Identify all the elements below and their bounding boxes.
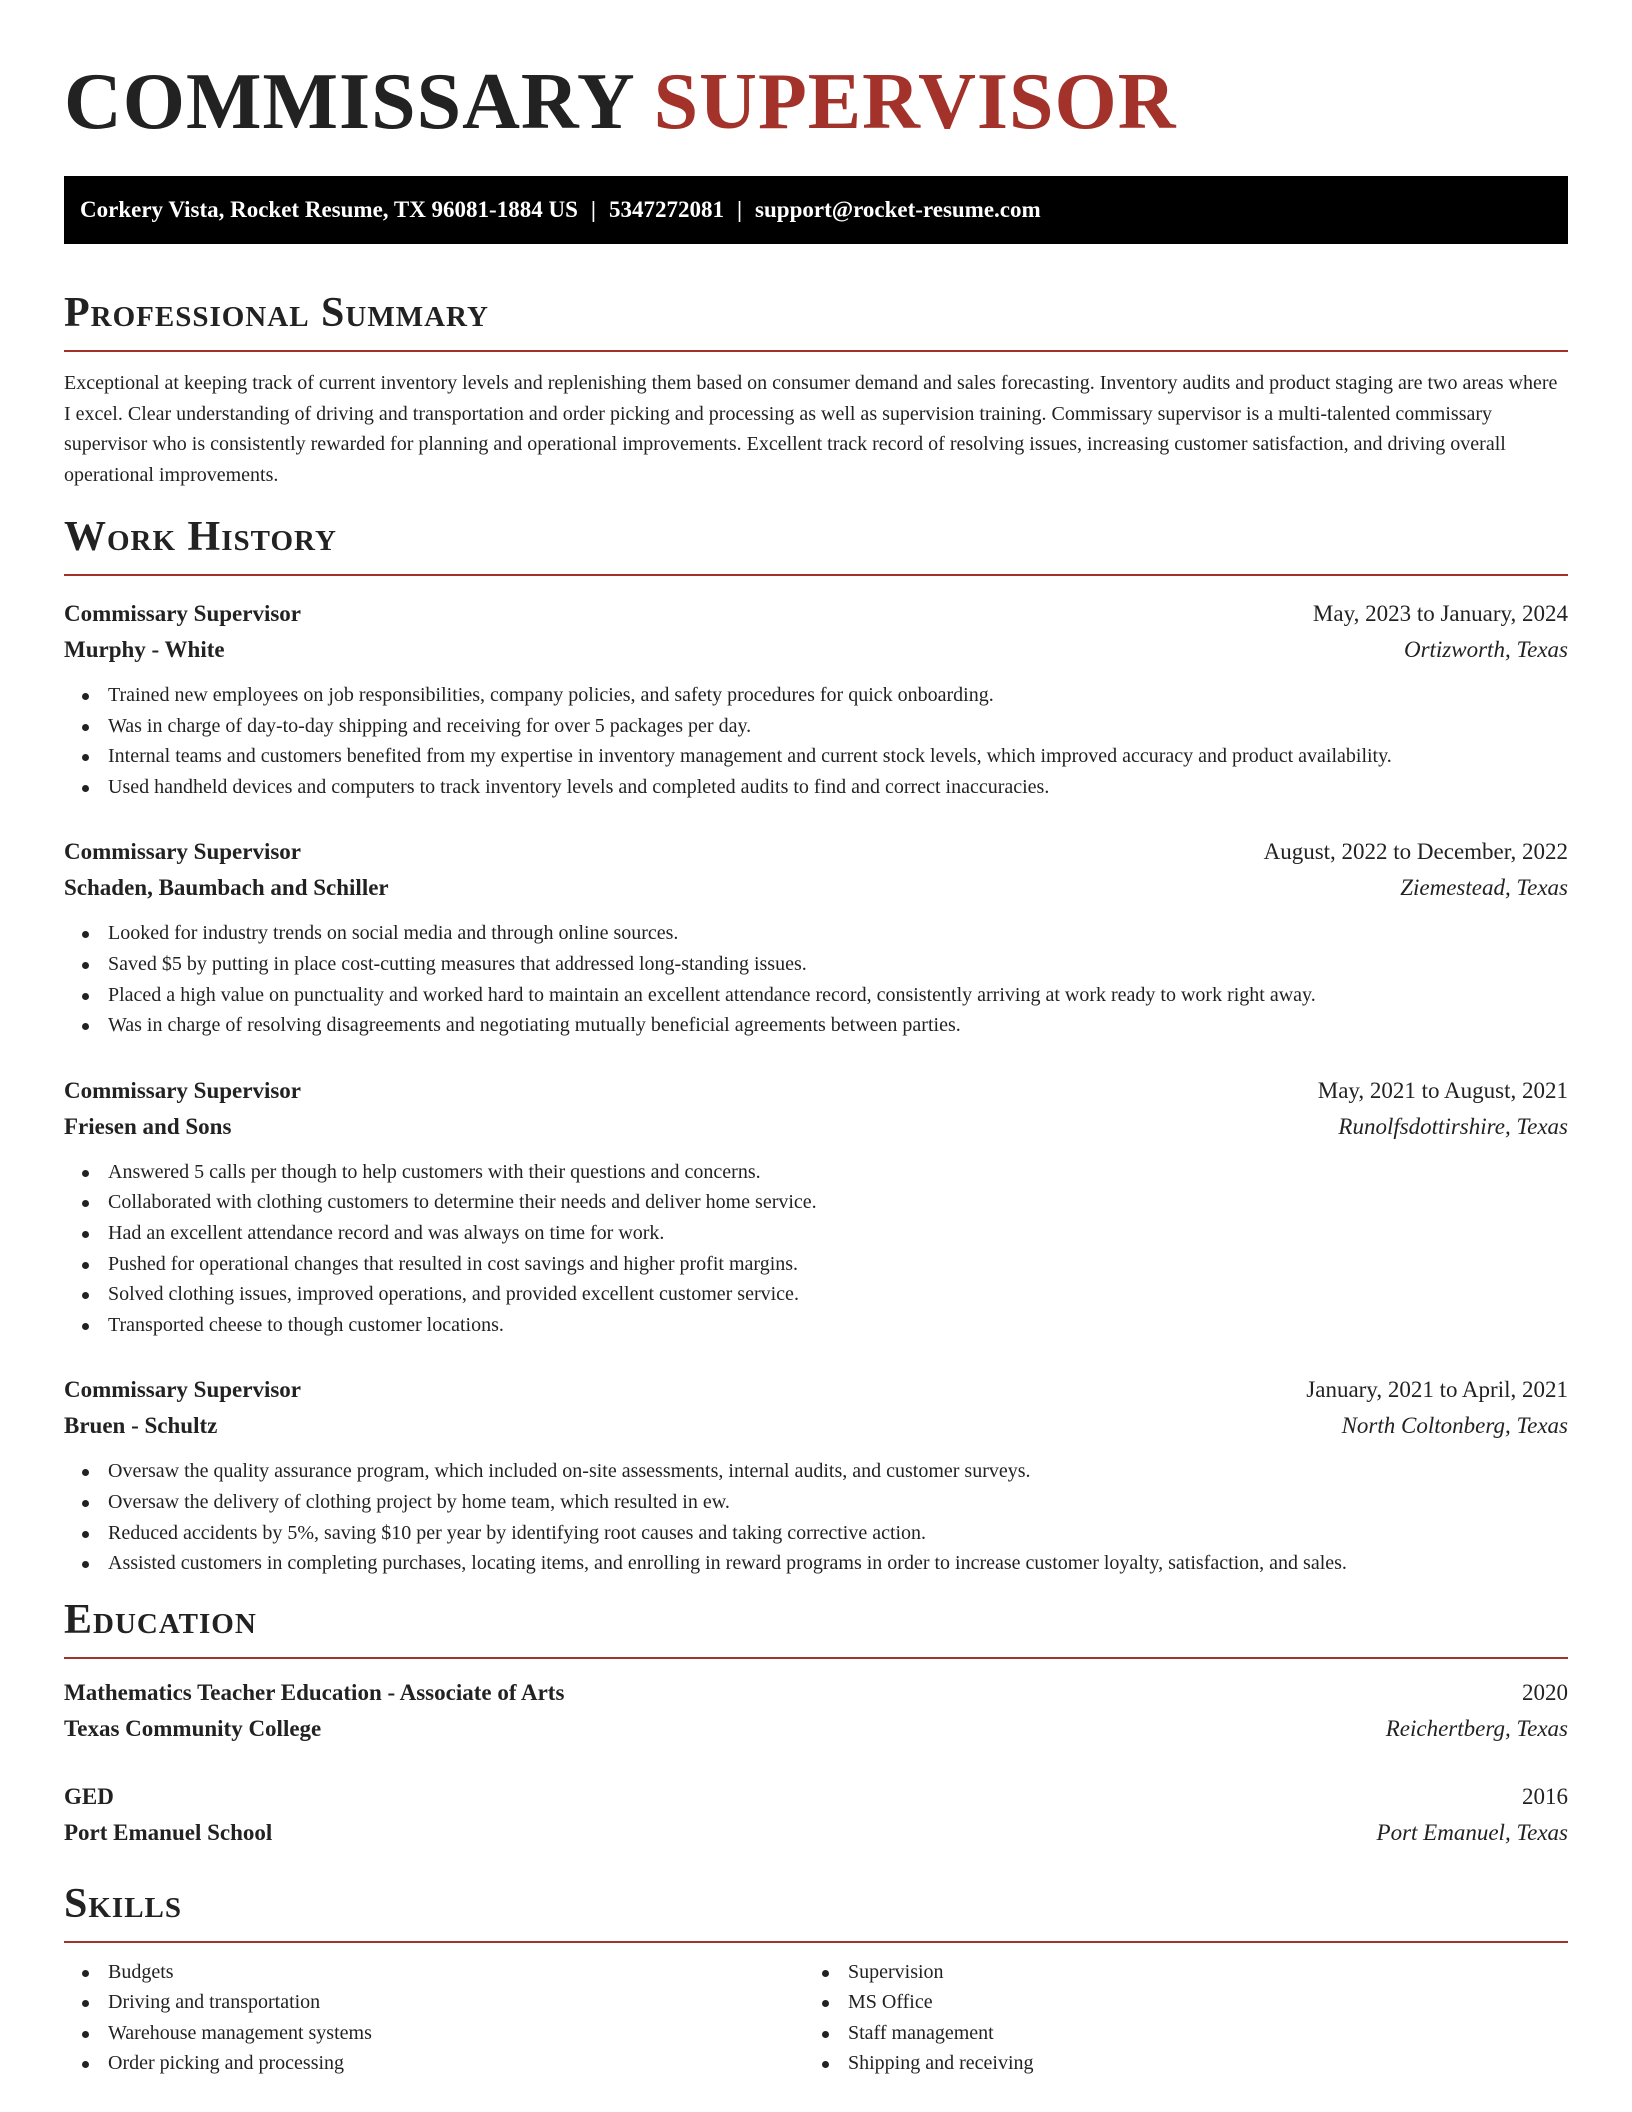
education-section (64, 1595, 1568, 1851)
contact-separator: | (590, 197, 596, 222)
education-entry (64, 1779, 1568, 1851)
first-name: COMMISSARY (64, 58, 633, 146)
job-location: Ortizworth, Texas (1403, 637, 1568, 662)
job-bullets (64, 1157, 1568, 1341)
job-bullet: Used handheld devices and computers to track inventory levels and completed audits to find and correct inaccuracies. (64, 772, 1568, 803)
skill-item: Staff management (804, 2018, 1544, 2049)
job-bullet: Assisted customers in completing purchases, locating items, and enrolling in reward programs in order to increase customer loyalty, satisfaction, and sales. (64, 1548, 1568, 1579)
job-company: Friesen and Sons (64, 1113, 232, 1139)
job-header-row (64, 596, 1568, 632)
skills-grid (64, 1957, 1568, 2079)
contact-bar (64, 176, 1568, 244)
job-entry (64, 1372, 1568, 1578)
skill-item: Supervision (804, 1957, 1544, 1988)
job-bullet: Collaborated with clothing customers to determine their needs and deliver home service. (64, 1187, 1568, 1218)
resume-name (64, 0, 1568, 176)
job-bullet: Transported cheese to though customer locations. (64, 1310, 1568, 1341)
skills-section (64, 1879, 1568, 2079)
job-bullet: Had an excellent attendance record and was always on time for work. (64, 1218, 1568, 1249)
job-company: Bruen - Schultz (64, 1413, 218, 1439)
job-bullet: Answered 5 calls per though to help customers with their questions and concerns. (64, 1157, 1568, 1188)
section-title-education: Education (64, 1596, 257, 1643)
skill-item: Budgets (64, 1957, 804, 1988)
contact-address: Corkery Vista, Rocket Resume, TX 96081-1884 US (80, 197, 578, 222)
job-bullet: Internal teams and customers benefited from my expertise in inventory management and current stock levels, which improved accuracy and product availability. (64, 741, 1568, 772)
section-divider (64, 574, 1568, 576)
job-header-row (64, 1073, 1568, 1109)
skills-column-left (64, 1957, 804, 2079)
job-bullet: Pushed for operational changes that resulted in cost savings and higher profit margins. (64, 1249, 1568, 1280)
job-entry (64, 596, 1568, 802)
education-school: Port Emanuel School (64, 1819, 273, 1845)
last-name: SUPERVISOR (653, 58, 1177, 146)
job-entry (64, 834, 1568, 1040)
contact-separator: | (736, 197, 743, 222)
job-company: Schaden, Baumbach and Schiller (64, 875, 389, 901)
skill-item: MS Office (804, 1987, 1544, 2018)
job-title: Commissary Supervisor (64, 839, 302, 865)
job-title: Commissary Supervisor (64, 1077, 302, 1103)
education-year: 2016 (1522, 1783, 1568, 1809)
job-dates: May, 2021 to August, 2021 (1317, 1077, 1568, 1103)
work-history-section (64, 512, 1568, 1579)
skill-item: Order picking and processing (64, 2048, 804, 2079)
section-divider (64, 1657, 1568, 1659)
job-bullet: Was in charge of day-to-day shipping and receiving for over 5 packages per day. (64, 711, 1568, 742)
summary-section (64, 288, 1568, 490)
contact-phone: 5347272081 (608, 197, 724, 222)
job-title: Commissary Supervisor (64, 601, 302, 626)
job-bullet: Oversaw the quality assurance program, which included on-site assessments, internal audits, and customer surveys. (64, 1456, 1568, 1487)
job-bullet: Oversaw the delivery of clothing project by home team, which resulted in ew. (64, 1487, 1568, 1518)
job-bullet: Was in charge of resolving disagreements and negotiating mutually beneficial agreements between parties. (64, 1010, 1568, 1041)
job-bullet: Trained new employees on job responsibilities, company policies, and safety procedures for quick onboarding. (64, 680, 1568, 711)
job-bullets (64, 918, 1568, 1040)
education-school-row (64, 1815, 1568, 1851)
section-divider (64, 1941, 1568, 1943)
contact-email: support@rocket-resume.com (755, 197, 1041, 222)
education-degree: GED (64, 1783, 114, 1809)
education-degree: Mathematics Teacher Education - Associate of Arts (64, 1679, 565, 1705)
skills-column-right (804, 1957, 1544, 2079)
job-company-row (64, 1109, 1568, 1145)
job-bullets (64, 680, 1568, 802)
job-company-row (64, 870, 1568, 906)
education-school-row (64, 1711, 1568, 1747)
job-dates: May, 2023 to January, 2024 (1312, 601, 1568, 626)
education-location: Port Emanuel, Texas (1376, 1819, 1568, 1845)
skill-item: Warehouse management systems (64, 2018, 804, 2049)
education-degree-row (64, 1779, 1568, 1815)
job-company-row (64, 1408, 1568, 1444)
job-bullet: Solved clothing issues, improved operations, and provided excellent customer service. (64, 1279, 1568, 1310)
job-location: North Coltonberg, Texas (1341, 1413, 1568, 1439)
job-location: Ziemestead, Texas (1400, 875, 1568, 901)
job-entry (64, 1073, 1568, 1341)
skill-item: Shipping and receiving (804, 2048, 1544, 2079)
job-company: Murphy - White (64, 637, 225, 662)
job-company-row (64, 632, 1568, 668)
education-location: Reichertberg, Texas (1385, 1715, 1568, 1741)
job-dates: August, 2022 to December, 2022 (1263, 839, 1568, 865)
job-bullets (64, 1456, 1568, 1578)
job-bullet: Saved $5 by putting in place cost-cutting measures that addressed long-standing issues. (64, 949, 1568, 980)
section-divider (64, 350, 1568, 352)
job-bullet: Placed a high value on punctuality and worked hard to maintain an excellent attendance record, consistently arriving at work ready to work right away. (64, 980, 1568, 1011)
skill-item: Driving and transportation (64, 1987, 804, 2018)
job-title: Commissary Supervisor (64, 1377, 302, 1403)
job-location: Runolfsdottirshire, Texas (1338, 1113, 1568, 1139)
education-degree-row (64, 1675, 1568, 1711)
section-title-summary: Professional Summary (64, 290, 489, 336)
education-entry (64, 1675, 1568, 1747)
section-title-work-history: Work History (64, 514, 337, 560)
section-title-skills: Skills (64, 1880, 183, 1927)
job-header-row (64, 1372, 1568, 1408)
summary-text: Exceptional at keeping track of current inventory levels and replenishing them based on consumer demand and sales forecasting. Inventory audits and product staging are two areas where I excel. Clear understanding of driving and transportation and order picking and processing as well as supervision training. Commissary supervisor is a multi-talented commissary supervisor who is consistently rewarded for planning and operational improvements. Excellent track record of resolving issues, increasing customer satisfaction, and driving overall operational improvements. (64, 372, 1558, 486)
education-year: 2020 (1522, 1679, 1568, 1705)
job-bullet: Looked for industry trends on social media and through online sources. (64, 918, 1568, 949)
education-school: Texas Community College (64, 1715, 322, 1741)
job-header-row (64, 834, 1568, 870)
job-bullet: Reduced accidents by 5%, saving $10 per year by identifying root causes and taking corrective action. (64, 1518, 1568, 1549)
job-dates: January, 2021 to April, 2021 (1306, 1377, 1568, 1403)
